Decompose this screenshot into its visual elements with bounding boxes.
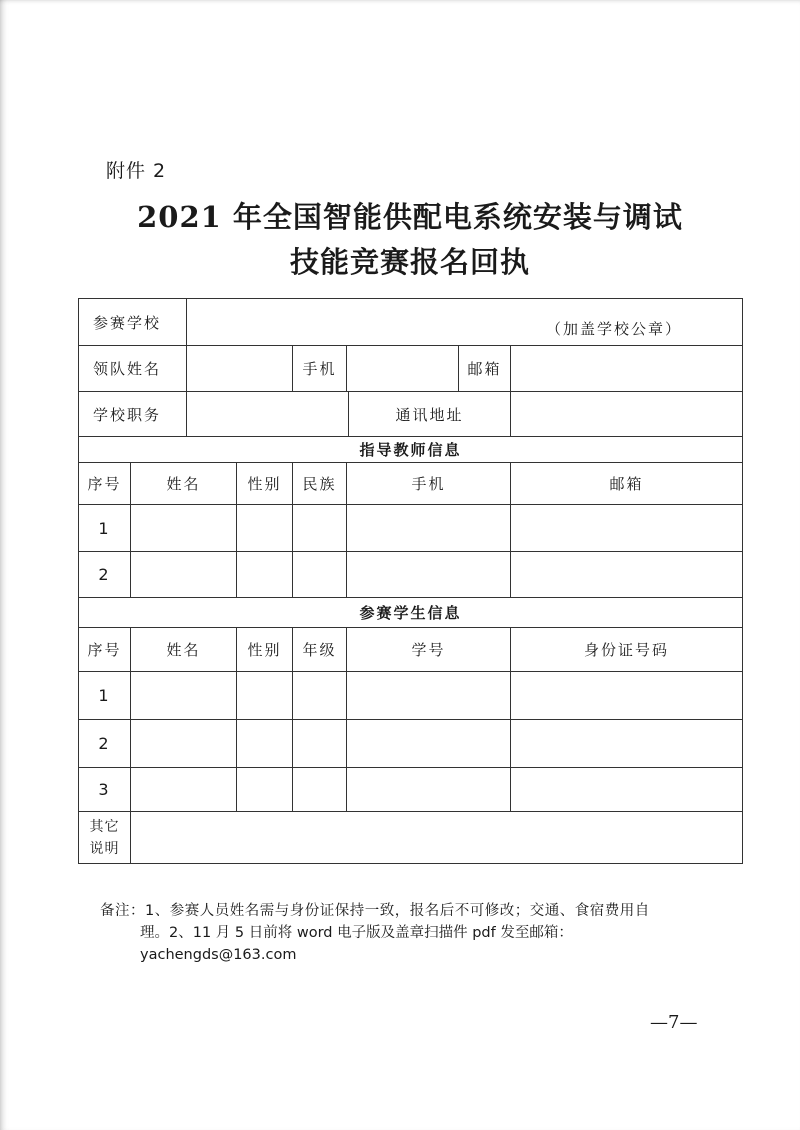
attachment-label: 附件 2	[106, 160, 167, 182]
teacher-row	[79, 505, 743, 552]
teacher-phone-cell[interactable]	[347, 505, 511, 552]
student-row	[79, 768, 743, 812]
leader-email-cell[interactable]	[511, 346, 743, 392]
student-grade-cell[interactable]	[293, 768, 347, 812]
other-label-line1: 其它	[89, 818, 120, 835]
registration-form-table	[78, 298, 743, 864]
student-col-grade: 年级	[293, 628, 347, 672]
student-header-row	[79, 628, 743, 672]
student-col-index: 序号	[79, 628, 131, 672]
student-row-index: 3	[79, 768, 131, 812]
student-row-index: 2	[79, 720, 131, 768]
address-cell[interactable]	[511, 392, 743, 437]
remarks-email: yachengds@163.com	[140, 947, 297, 963]
student-name-cell[interactable]	[131, 720, 237, 768]
school-label: 参赛学校	[79, 299, 187, 346]
teacher-col-phone: 手机	[347, 463, 511, 505]
teacher-header-row	[79, 463, 743, 505]
student-gender-cell[interactable]	[237, 672, 293, 720]
remarks-line2: 理。2、11 月 5 日前将 word 电子版及盖章扫描件 pdf 发至邮箱：	[140, 925, 573, 941]
seal-note: （加盖学校公章）	[546, 320, 683, 338]
teacher-section-header	[79, 437, 743, 463]
school-input-cell[interactable]	[187, 299, 743, 346]
page-number: —7—	[650, 1012, 698, 1033]
remarks	[100, 900, 720, 966]
student-id-cell[interactable]	[347, 672, 511, 720]
teacher-name-cell[interactable]	[131, 505, 237, 552]
school-row	[79, 299, 743, 346]
teacher-row	[79, 552, 743, 598]
school-position-cell[interactable]	[187, 392, 349, 437]
teacher-email-cell[interactable]	[511, 505, 743, 552]
teacher-col-gender: 性别	[237, 463, 293, 505]
teacher-row-index: 1	[79, 505, 131, 552]
student-col-id: 学号	[347, 628, 511, 672]
remarks-line1: 备注：1、参赛人员姓名需与身份证保持一致，报名后不可修改；交通、食宿费用自	[100, 903, 650, 919]
teacher-section-title: 指导教师信息	[79, 437, 743, 463]
position-row	[79, 392, 743, 437]
teacher-col-ethnicity: 民族	[293, 463, 347, 505]
other-notes-row	[79, 812, 743, 864]
other-notes-label	[79, 812, 131, 864]
student-name-cell[interactable]	[131, 672, 237, 720]
student-grade-cell[interactable]	[293, 720, 347, 768]
leader-phone-cell[interactable]	[347, 346, 459, 392]
teacher-gender-cell[interactable]	[237, 505, 293, 552]
leader-phone-label: 手机	[293, 346, 347, 392]
teacher-col-name: 姓名	[131, 463, 237, 505]
student-id-cell[interactable]	[347, 720, 511, 768]
student-row	[79, 720, 743, 768]
teacher-ethnicity-cell[interactable]	[293, 505, 347, 552]
other-label-line2: 说明	[89, 840, 120, 857]
teacher-col-email: 邮箱	[511, 463, 743, 505]
teacher-col-index: 序号	[79, 463, 131, 505]
student-gender-cell[interactable]	[237, 720, 293, 768]
student-col-gender: 性别	[237, 628, 293, 672]
student-col-name: 姓名	[131, 628, 237, 672]
student-grade-cell[interactable]	[293, 672, 347, 720]
student-name-cell[interactable]	[131, 768, 237, 812]
student-row	[79, 672, 743, 720]
school-position-label: 学校职务	[79, 392, 187, 437]
student-row-index: 1	[79, 672, 131, 720]
leader-name-label: 领队姓名	[79, 346, 187, 392]
student-idcard-cell[interactable]	[511, 768, 743, 812]
student-id-cell[interactable]	[347, 768, 511, 812]
teacher-row-index: 2	[79, 552, 131, 598]
address-label: 通讯地址	[349, 392, 511, 437]
page-title-line1: 2021 年全国智能供配电系统安装与调试	[137, 200, 683, 234]
teacher-gender-cell[interactable]	[237, 552, 293, 598]
leader-name-cell[interactable]	[187, 346, 293, 392]
student-gender-cell[interactable]	[237, 768, 293, 812]
leader-email-label: 邮箱	[459, 346, 511, 392]
teacher-phone-cell[interactable]	[347, 552, 511, 598]
teacher-name-cell[interactable]	[131, 552, 237, 598]
student-section-header	[79, 598, 743, 628]
student-idcard-cell[interactable]	[511, 672, 743, 720]
page-title-line2: 技能竞赛报名回执	[289, 245, 530, 279]
student-idcard-cell[interactable]	[511, 720, 743, 768]
student-col-idcard: 身份证号码	[511, 628, 743, 672]
student-section-title: 参赛学生信息	[79, 598, 743, 628]
other-notes-cell[interactable]	[131, 812, 743, 864]
leader-row	[79, 346, 743, 392]
teacher-email-cell[interactable]	[511, 552, 743, 598]
teacher-ethnicity-cell[interactable]	[293, 552, 347, 598]
